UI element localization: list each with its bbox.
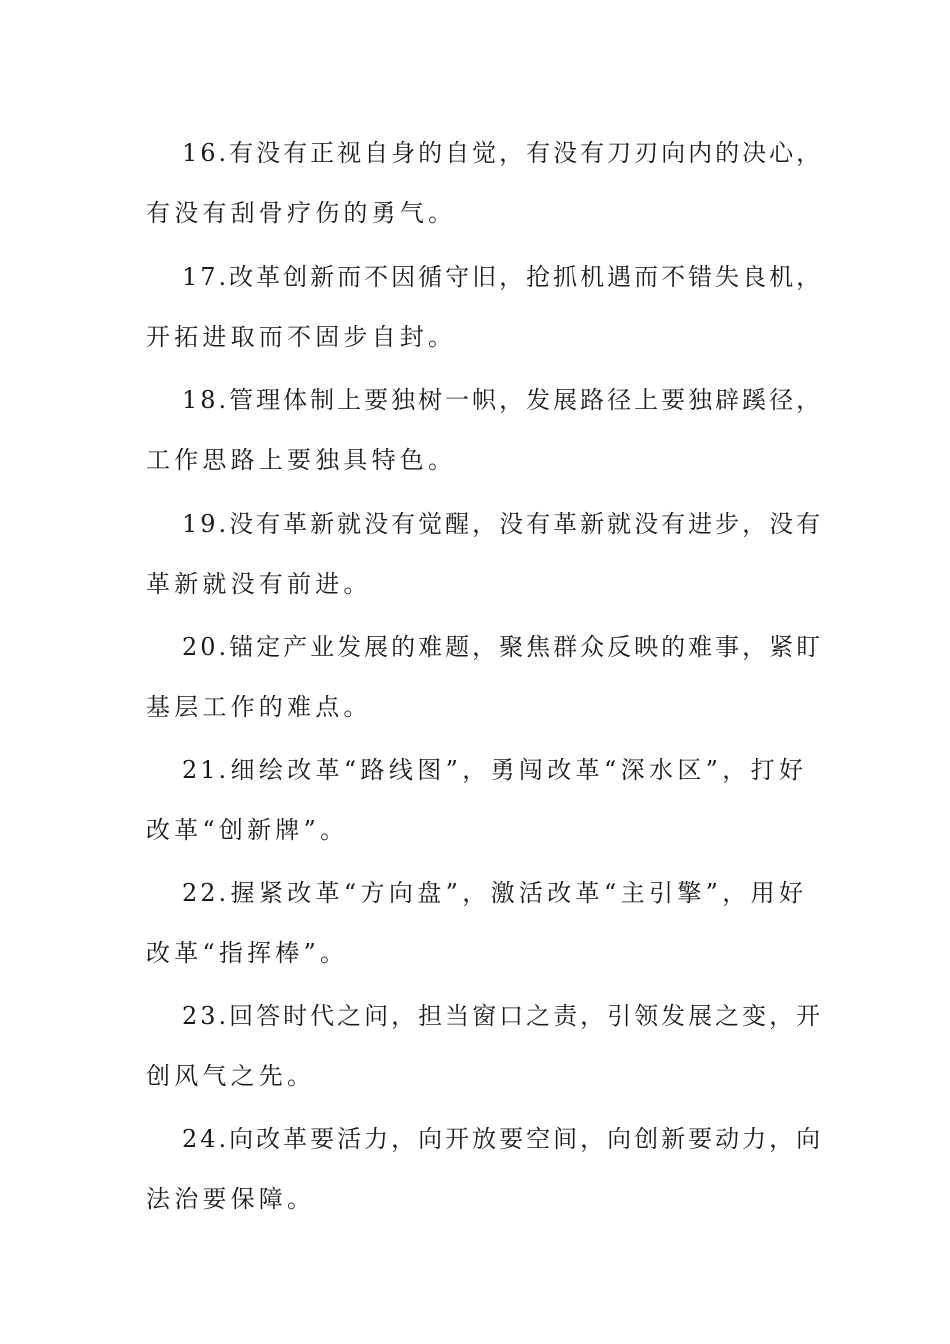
paragraph-line-1: 16.有没有正视自身的自觉，有没有刀刃向内的决心， <box>182 139 824 167</box>
paragraph-line-1: 22.握紧改革“方向盘”，激活改革“主引擎”，用好 <box>182 879 806 907</box>
paragraph-line-1: 21.细绘改革“路线图”，勇闯改革“深水区”，打好 <box>182 756 806 784</box>
paragraph-line-2: 创风气之先。 <box>146 1062 316 1090</box>
paragraph-line-2: 基层工作的难点。 <box>146 693 372 721</box>
paragraph-line-1: 19.没有革新就没有觉醒，没有革新就没有进步，没有 <box>182 510 824 538</box>
paragraph-line-1: 17.改革创新而不因循守旧，抢抓机遇而不错失良机， <box>182 263 824 291</box>
paragraph-line-2: 开拓进取而不固步自封。 <box>146 323 457 351</box>
paragraph-line-2: 改革“指挥棒”。 <box>146 939 349 967</box>
paragraph-line-1: 18.管理体制上要独树一帜，发展路径上要独辟蹊径， <box>182 386 824 414</box>
paragraph-line-1: 24.向改革要活力，向开放要空间，向创新要动力，向 <box>182 1125 824 1153</box>
paragraph-line-2: 法治要保障。 <box>146 1185 316 1213</box>
paragraph-line-2: 改革“创新牌”。 <box>146 816 349 844</box>
paragraph-line-1: 23.回答时代之问，担当窗口之责，引领发展之变，开 <box>182 1002 824 1030</box>
paragraph-line-1: 20.锚定产业发展的难题，聚焦群众反映的难事，紧盯 <box>182 633 824 661</box>
paragraph-line-2: 有没有刮骨疗伤的勇气。 <box>146 199 457 227</box>
paragraph-line-2: 工作思路上要独具特色。 <box>146 446 457 474</box>
paragraph-line-2: 革新就没有前进。 <box>146 570 372 598</box>
